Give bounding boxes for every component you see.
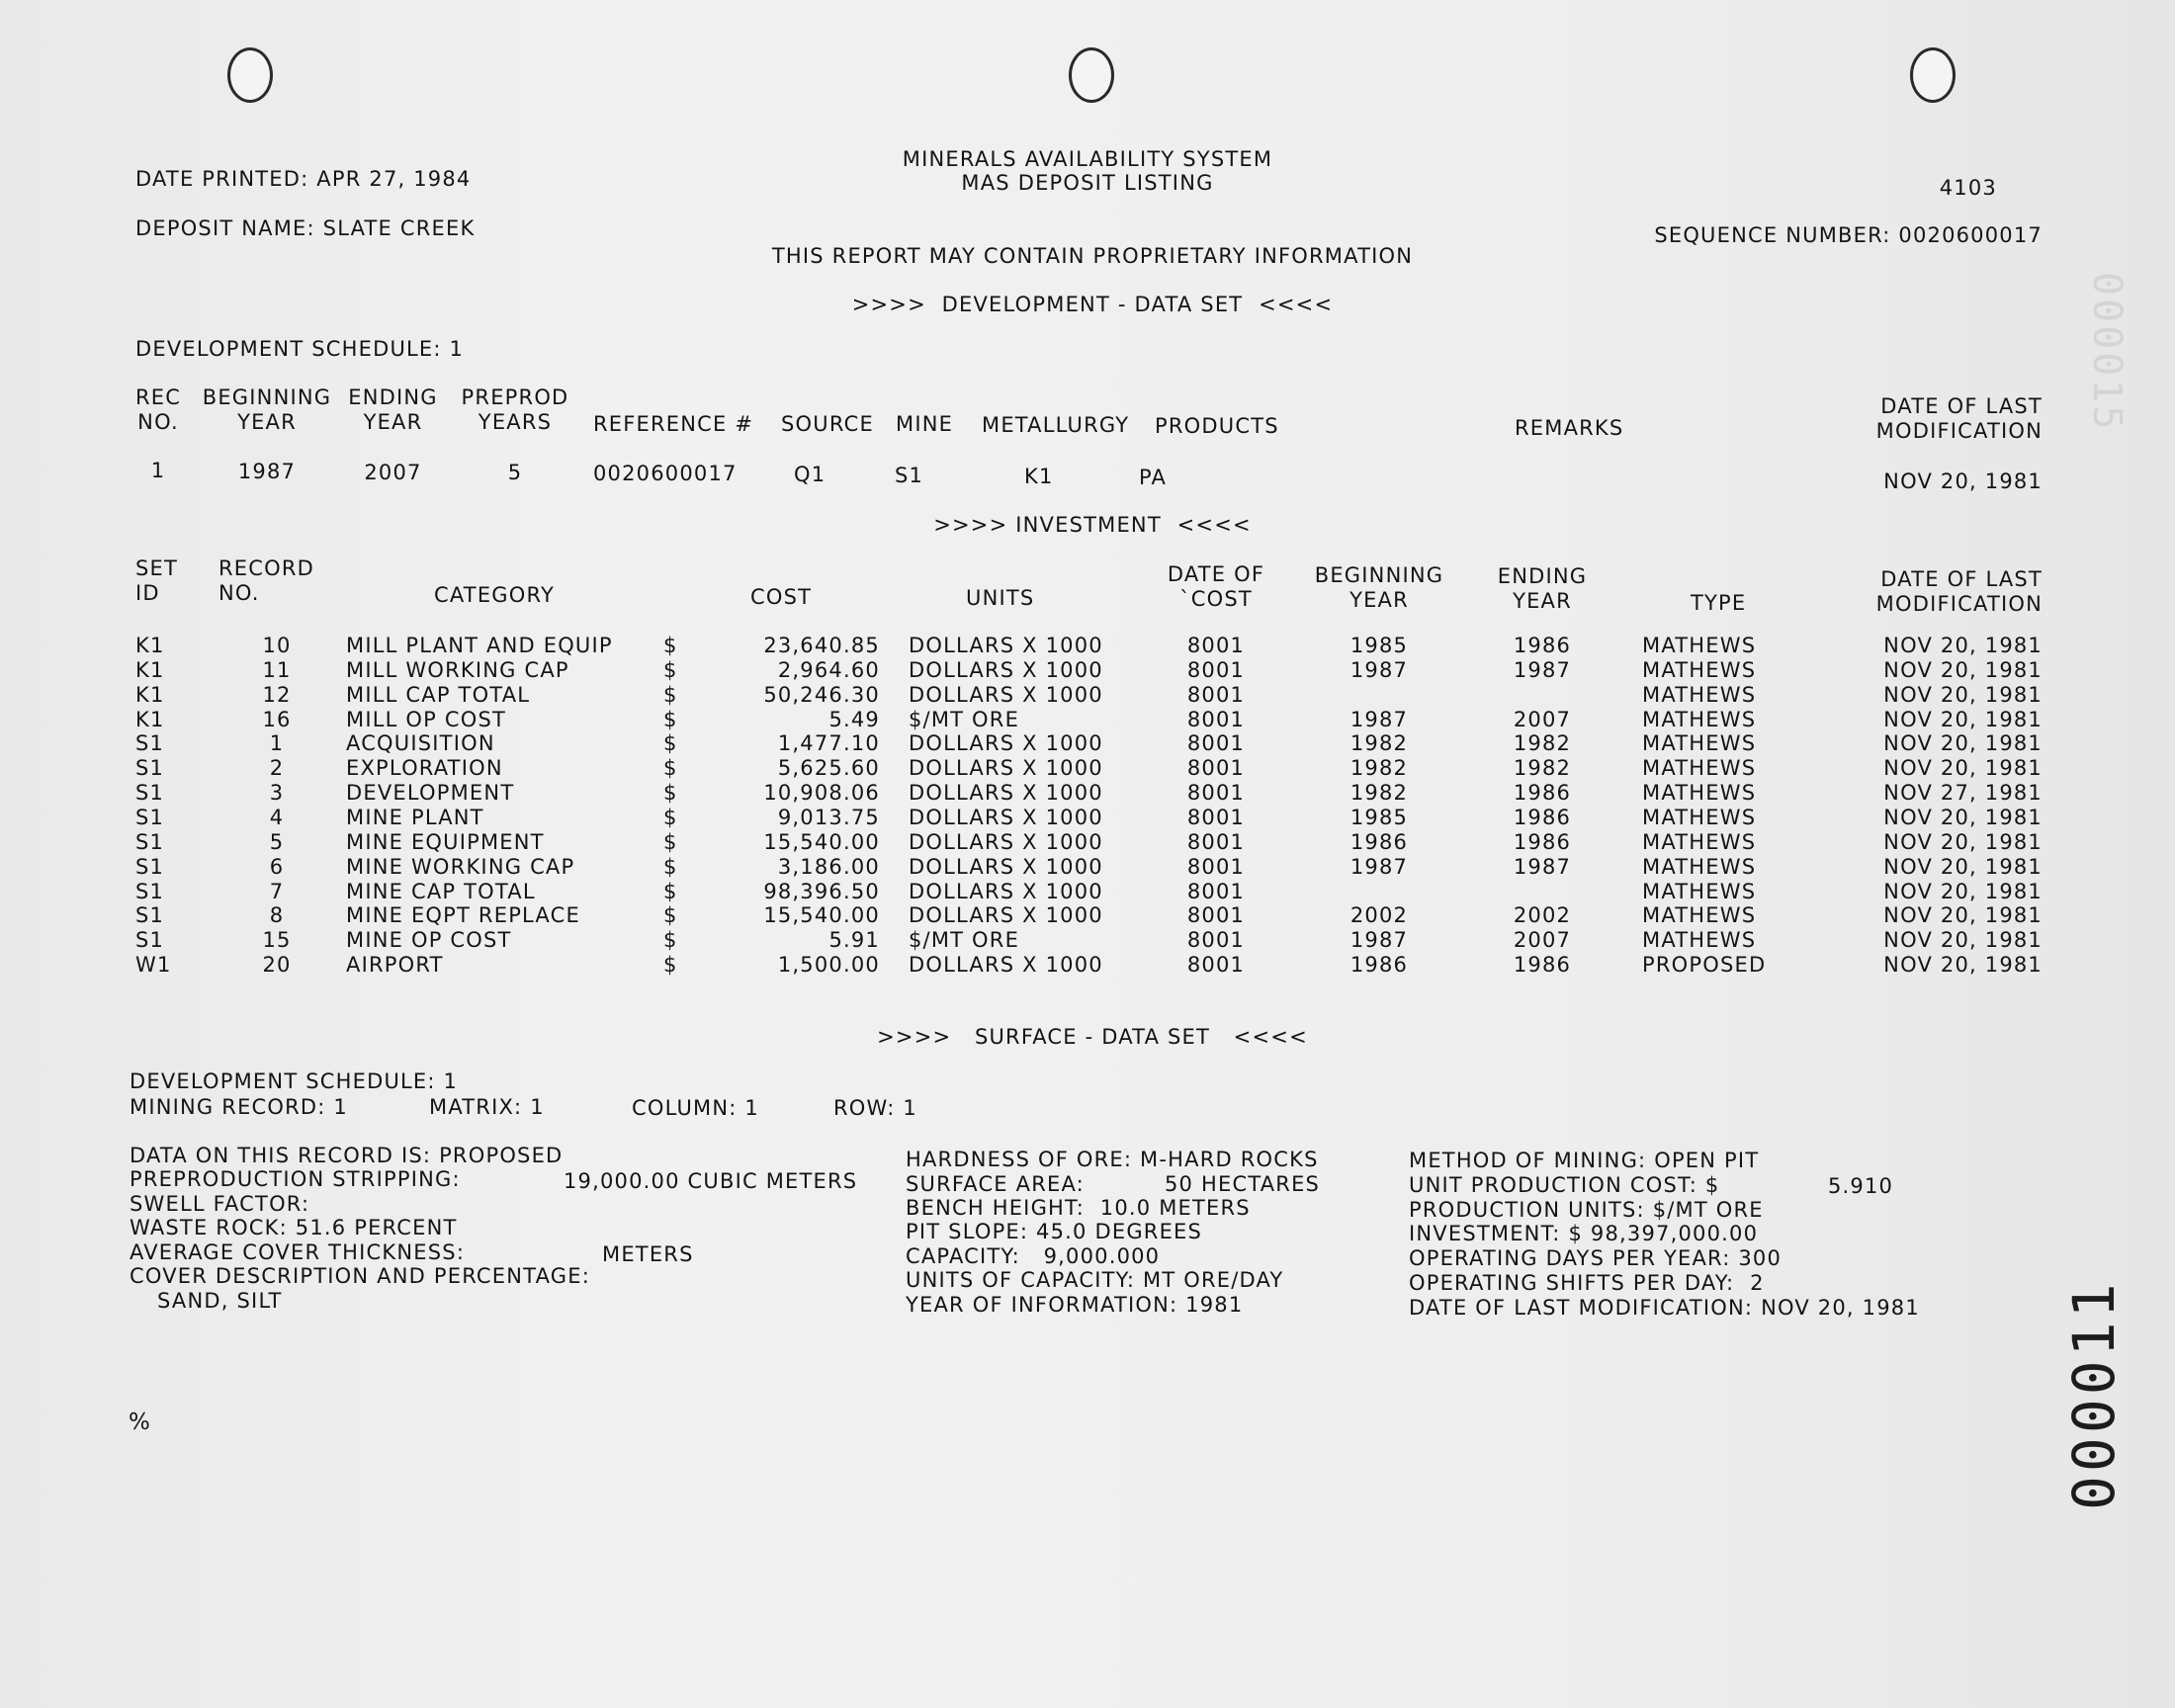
inv-beginning-year: 1987: [1349, 707, 1409, 731]
inv-cost: 2,964.60: [777, 657, 880, 682]
inv-last-modified: NOV 20, 1981: [1883, 928, 2043, 953]
inv-category: DEVELOPMENT: [346, 781, 515, 806]
inv-last-modified: NOV 20, 1981: [1883, 879, 2043, 903]
col-rec-2: NO.: [137, 410, 179, 434]
inv-category: ACQUISITION: [346, 731, 495, 756]
inv-category: MILL CAP TOTAL: [346, 682, 531, 707]
inv-beginning-year: 1982: [1349, 781, 1409, 806]
col-beginning-2: YEAR: [237, 410, 297, 434]
punch-hole-right: [1910, 47, 1956, 103]
investment-section-title: >>>> INVESTMENT <<<<: [933, 513, 1252, 537]
average-cover-label: AVERAGE COVER THICKNESS:: [130, 1240, 466, 1264]
inv-ending-year: 1982: [1513, 731, 1572, 756]
inv-beginning-year: 2002: [1349, 903, 1409, 928]
inv-type: MATHEWS: [1642, 829, 1757, 854]
inv-type: MATHEWS: [1642, 781, 1757, 806]
inv-record-no: 4: [269, 805, 285, 829]
inv-last-modified: NOV 20, 1981: [1883, 634, 2043, 657]
inv-category: MILL PLANT AND EQUIP: [346, 634, 613, 657]
dev-metallurgy: K1: [1024, 465, 1054, 488]
inv-cost: 1,477.10: [777, 731, 880, 756]
inv-dollar-sign: $: [663, 953, 678, 978]
inv-record-no: 16: [262, 707, 292, 731]
inv-beginning-year: 1985: [1349, 634, 1409, 657]
col-inv-beginning-2: YEAR: [1349, 588, 1409, 612]
punch-hole-left: [227, 47, 273, 103]
capacity: CAPACITY: 9,000.000: [906, 1244, 1161, 1268]
inv-last-modified: NOV 27, 1981: [1883, 781, 2043, 806]
inv-type: MATHEWS: [1642, 731, 1757, 756]
inv-beginning-year: 1987: [1349, 928, 1409, 953]
inv-record-no: 20: [262, 953, 292, 978]
col-inv-last-modified: DATE OF LAST: [1880, 567, 2043, 591]
inv-record-no: 5: [269, 829, 285, 854]
inv-record-no: 12: [262, 682, 292, 707]
punch-hole-center: [1069, 47, 1114, 103]
inv-ending-year: 2007: [1513, 707, 1572, 731]
operating-days: OPERATING DAYS PER YEAR: 300: [1409, 1246, 1783, 1270]
inv-record-no: 15: [262, 928, 292, 953]
inv-ending-year: 1987: [1513, 854, 1572, 879]
listing-title: MAS DEPOSIT LISTING: [961, 171, 1214, 195]
matrix: MATRIX: 1: [429, 1095, 545, 1119]
date-printed: DATE PRINTED: APR 27, 1984: [135, 167, 472, 191]
bates-stamp: 000011: [2060, 1279, 2128, 1510]
table-row: [0, 879, 2175, 905]
inv-set-id: S1: [135, 879, 165, 903]
inv-record-no: 8: [269, 903, 285, 928]
inv-dollar-sign: $: [663, 731, 678, 756]
inv-type: MATHEWS: [1642, 657, 1757, 682]
inv-dollar-sign: $: [663, 756, 678, 781]
inv-date-of-cost: 8001: [1186, 805, 1246, 829]
inv-ending-year: 1986: [1513, 805, 1572, 829]
inv-date-of-cost: 8001: [1186, 657, 1246, 682]
table-row: [0, 905, 2175, 929]
inv-date-of-cost: 8001: [1186, 829, 1246, 854]
inv-cost: 5,625.60: [777, 756, 880, 781]
table-row: [0, 707, 2175, 733]
preproduction-stripping-value: 19,000.00 CUBIC METERS: [564, 1169, 858, 1193]
page-number: 4103: [1939, 176, 1997, 200]
col-last-modified: DATE OF LAST: [1880, 394, 2043, 418]
inv-type: MATHEWS: [1642, 805, 1757, 829]
dev-mine: S1: [895, 464, 924, 487]
inv-units: DOLLARS X 1000: [909, 953, 1103, 978]
table-row: [0, 636, 2175, 659]
inv-ending-year: 2007: [1513, 928, 1572, 953]
inv-dollar-sign: $: [663, 657, 678, 682]
operating-shifts: OPERATING SHIFTS PER DAY: 2: [1409, 1271, 1765, 1295]
inv-set-id: K1: [135, 657, 165, 682]
table-row: [0, 854, 2175, 881]
inv-beginning-year: 1982: [1349, 756, 1409, 781]
pit-slope: PIT SLOPE: 45.0 DEGREES: [906, 1220, 1203, 1243]
inv-cost: 5.49: [828, 707, 880, 731]
inv-dollar-sign: $: [663, 928, 678, 953]
inv-record-no: 11: [262, 657, 292, 682]
col-inv-ending: ENDING: [1497, 564, 1588, 588]
inv-beginning-year: 1982: [1349, 731, 1409, 756]
inv-category: MINE EQPT REPLACE: [346, 903, 580, 928]
inv-cost: 10,908.06: [763, 781, 880, 806]
inv-beginning-year: 1986: [1349, 829, 1409, 854]
inv-set-id: K1: [135, 707, 165, 731]
col-record: RECORD: [218, 556, 315, 580]
deposit-name: DEPOSIT NAME: SLATE CREEK: [135, 216, 476, 240]
inv-date-of-cost: 8001: [1186, 731, 1246, 756]
inv-set-id: S1: [135, 781, 165, 806]
inv-date-of-cost: 8001: [1186, 879, 1246, 903]
inv-record-no: 10: [262, 634, 292, 657]
inv-set-id: S1: [135, 829, 165, 854]
inv-date-of-cost: 8001: [1186, 928, 1246, 953]
col-date-of-cost-2: `COST: [1179, 587, 1253, 611]
inv-category: MINE CAP TOTAL: [346, 879, 536, 903]
col-preprod: PREPROD: [461, 385, 569, 409]
faint-stamp: 000015: [2084, 272, 2130, 433]
inv-ending-year: 1986: [1513, 634, 1572, 657]
inv-last-modified: NOV 20, 1981: [1883, 756, 2043, 781]
system-title: MINERALS AVAILABILITY SYSTEM: [902, 147, 1273, 171]
dev-preprod: 5: [507, 461, 523, 484]
inv-last-modified: NOV 20, 1981: [1883, 707, 2043, 731]
percent-mark: %: [129, 1409, 152, 1435]
inv-units: DOLLARS X 1000: [909, 731, 1103, 756]
inv-units: $/MT ORE: [909, 707, 1020, 731]
inv-type: MATHEWS: [1642, 854, 1757, 879]
cover-description-value: SAND, SILT: [157, 1289, 283, 1313]
data-status: DATA ON THIS RECORD IS: PROPOSED: [130, 1144, 564, 1167]
inv-units: DOLLARS X 1000: [909, 879, 1103, 903]
inv-cost: 15,540.00: [763, 829, 880, 854]
inv-beginning-year: 1987: [1349, 854, 1409, 879]
hardness-of-ore: HARDNESS OF ORE: M-HARD ROCKS: [906, 1148, 1319, 1171]
inv-cost: 23,640.85: [763, 634, 880, 657]
inv-units: DOLLARS X 1000: [909, 634, 1103, 657]
inv-set-id: S1: [135, 731, 165, 756]
col-mine: MINE: [896, 412, 954, 436]
inv-units: DOLLARS X 1000: [909, 657, 1103, 682]
sequence-number: SEQUENCE NUMBER: 0020600017: [1654, 223, 2043, 247]
surface-section-title: >>>> SURFACE - DATA SET <<<<: [877, 1025, 1308, 1049]
inv-set-id: S1: [135, 928, 165, 953]
dev-rec: 1: [150, 459, 166, 482]
inv-cost: 1,500.00: [777, 953, 880, 978]
inv-date-of-cost: 8001: [1186, 854, 1246, 879]
inv-type: MATHEWS: [1642, 879, 1757, 903]
inv-units: DOLLARS X 1000: [909, 805, 1103, 829]
surface-area-label: SURFACE AREA:: [906, 1172, 1085, 1196]
col-products: PRODUCTS: [1155, 414, 1279, 438]
inv-ending-year: 1986: [1513, 781, 1572, 806]
inv-date-of-cost: 8001: [1186, 707, 1246, 731]
col-category: CATEGORY: [434, 583, 555, 607]
inv-last-modified: NOV 20, 1981: [1883, 903, 2043, 928]
inv-units: DOLLARS X 1000: [909, 781, 1103, 806]
method-of-mining: METHOD OF MINING: OPEN PIT: [1409, 1149, 1760, 1172]
preproduction-stripping-label: PREPRODUCTION STRIPPING:: [130, 1167, 461, 1191]
col-ending-2: YEAR: [363, 410, 423, 434]
inv-dollar-sign: $: [663, 634, 678, 657]
surface-area-value: 50 HECTARES: [1165, 1172, 1321, 1196]
surface-last-modified: DATE OF LAST MODIFICATION: NOV 20, 1981: [1409, 1296, 1920, 1320]
inv-type: MATHEWS: [1642, 634, 1757, 657]
unit-production-cost-label: UNIT PRODUCTION COST: $: [1409, 1173, 1720, 1197]
col-reference: REFERENCE #: [593, 412, 754, 436]
inv-type: MATHEWS: [1642, 756, 1757, 781]
inv-type: PROPOSED: [1642, 953, 1767, 978]
year-of-information: YEAR OF INFORMATION: 1981: [906, 1293, 1244, 1317]
inv-set-id: S1: [135, 903, 165, 928]
column: COLUMN: 1: [632, 1096, 759, 1120]
inv-dollar-sign: $: [663, 781, 678, 806]
inv-beginning-year: 1985: [1349, 805, 1409, 829]
col-source: SOURCE: [781, 412, 874, 436]
inv-ending-year: 1986: [1513, 829, 1572, 854]
table-row: [0, 930, 2175, 954]
inv-last-modified: NOV 20, 1981: [1883, 854, 2043, 879]
waste-rock: WASTE ROCK: 51.6 PERCENT: [130, 1216, 458, 1239]
table-row: [0, 758, 2175, 782]
dev-last-modified: NOV 20, 1981: [1883, 470, 2043, 493]
col-cost: COST: [750, 585, 813, 609]
dev-source: Q1: [794, 463, 826, 486]
col-remarks: REMARKS: [1515, 416, 1624, 440]
inv-cost: 5.91: [828, 928, 880, 953]
dev-ending: 2007: [364, 461, 422, 484]
production-units: PRODUCTION UNITS: $/MT ORE: [1409, 1198, 1764, 1222]
inv-date-of-cost: 8001: [1186, 756, 1246, 781]
inv-last-modified: NOV 20, 1981: [1883, 829, 2043, 854]
inv-ending-year: 1986: [1513, 953, 1572, 978]
inv-date-of-cost: 8001: [1186, 781, 1246, 806]
col-date-of-cost: DATE OF: [1167, 562, 1265, 586]
col-units: UNITS: [966, 586, 1035, 610]
col-ending: ENDING: [348, 385, 438, 409]
col-last-modified-2: MODIFICATION: [1875, 419, 2043, 443]
inv-type: MATHEWS: [1642, 682, 1757, 707]
col-record-2: NO.: [218, 581, 260, 605]
inv-record-no: 7: [269, 879, 285, 903]
inv-date-of-cost: 8001: [1186, 634, 1246, 657]
inv-last-modified: NOV 20, 1981: [1883, 805, 2043, 829]
inv-cost: 3,186.00: [777, 854, 880, 879]
inv-category: MINE PLANT: [346, 805, 484, 829]
col-metallurgy: METALLURGY: [982, 413, 1130, 437]
bench-height: BENCH HEIGHT: 10.0 METERS: [906, 1196, 1251, 1220]
cover-description-label: COVER DESCRIPTION AND PERCENTAGE:: [130, 1264, 590, 1288]
inv-dollar-sign: $: [663, 903, 678, 928]
inv-set-id: S1: [135, 854, 165, 879]
surface-schedule: DEVELOPMENT SCHEDULE: 1: [130, 1069, 459, 1093]
inv-dollar-sign: $: [663, 805, 678, 829]
inv-ending-year: 1987: [1513, 657, 1572, 682]
inv-record-no: 3: [269, 781, 285, 806]
inv-set-id: K1: [135, 634, 165, 657]
inv-beginning-year: 1987: [1349, 657, 1409, 682]
inv-cost: 15,540.00: [763, 903, 880, 928]
inv-category: MINE EQUIPMENT: [346, 829, 545, 854]
inv-category: MINE OP COST: [346, 928, 512, 953]
inv-units: DOLLARS X 1000: [909, 829, 1103, 854]
units-of-capacity: UNITS OF CAPACITY: MT ORE/DAY: [906, 1268, 1284, 1292]
dev-products: PA: [1139, 466, 1168, 489]
dev-beginning: 1987: [237, 460, 297, 483]
inv-ending-year: 2002: [1513, 903, 1572, 928]
inv-cost: 98,396.50: [763, 879, 880, 903]
inv-category: MINE WORKING CAP: [346, 854, 575, 879]
row: ROW: 1: [833, 1096, 917, 1120]
proprietary-notice: THIS REPORT MAY CONTAIN PROPRIETARY INFORMATION: [771, 244, 1414, 268]
inv-units: DOLLARS X 1000: [909, 903, 1103, 928]
inv-type: MATHEWS: [1642, 903, 1757, 928]
inv-dollar-sign: $: [663, 707, 678, 731]
dev-reference: 0020600017: [593, 462, 738, 485]
col-rec: REC: [134, 385, 182, 409]
investment-total: INVESTMENT: $ 98,397,000.00: [1409, 1222, 1759, 1245]
table-row: [0, 733, 2175, 757]
inv-beginning-year: 1986: [1349, 953, 1409, 978]
average-cover-value: METERS: [602, 1242, 694, 1266]
inv-date-of-cost: 8001: [1186, 682, 1246, 707]
inv-dollar-sign: $: [663, 879, 678, 903]
inv-last-modified: NOV 20, 1981: [1883, 682, 2043, 707]
inv-set-id: S1: [135, 805, 165, 829]
table-row: [0, 682, 2175, 709]
inv-set-id: W1: [135, 953, 172, 978]
mining-record: MINING RECORD: 1: [130, 1095, 348, 1119]
col-inv-ending-2: YEAR: [1513, 589, 1572, 613]
table-row: [0, 955, 2175, 979]
inv-record-no: 2: [269, 756, 285, 781]
inv-last-modified: NOV 20, 1981: [1883, 731, 2043, 756]
col-set-2: ID: [135, 581, 160, 605]
inv-record-no: 1: [269, 731, 285, 756]
inv-cost: 50,246.30: [763, 682, 880, 707]
development-section-title: >>>> DEVELOPMENT - DATA SET <<<<: [851, 293, 1334, 316]
inv-cost: 9,013.75: [777, 805, 880, 829]
inv-type: MATHEWS: [1642, 928, 1757, 953]
inv-dollar-sign: $: [663, 682, 678, 707]
inv-category: AIRPORT: [346, 953, 444, 978]
inv-type: MATHEWS: [1642, 707, 1757, 731]
col-inv-last-modified-2: MODIFICATION: [1875, 592, 2043, 616]
development-schedule: DEVELOPMENT SCHEDULE: 1: [135, 337, 465, 361]
inv-last-modified: NOV 20, 1981: [1883, 953, 2043, 978]
inv-category: MILL WORKING CAP: [346, 657, 569, 682]
table-row: [0, 829, 2175, 856]
inv-units: $/MT ORE: [909, 928, 1020, 953]
col-set: SET: [135, 556, 179, 580]
inv-dollar-sign: $: [663, 854, 678, 879]
table-row: [0, 805, 2175, 831]
inv-record-no: 6: [269, 854, 285, 879]
inv-date-of-cost: 8001: [1186, 903, 1246, 928]
unit-production-cost-value: 5.910: [1828, 1174, 1894, 1198]
table-row: [0, 657, 2175, 684]
table-row: [0, 783, 2175, 807]
inv-units: DOLLARS X 1000: [909, 756, 1103, 781]
inv-category: MILL OP COST: [346, 707, 507, 731]
col-preprod-2: YEARS: [478, 410, 553, 434]
col-inv-beginning: BEGINNING: [1314, 563, 1444, 587]
inv-units: DOLLARS X 1000: [909, 682, 1103, 707]
inv-ending-year: 1982: [1513, 756, 1572, 781]
inv-set-id: K1: [135, 682, 165, 707]
inv-date-of-cost: 8001: [1186, 953, 1246, 978]
col-type: TYPE: [1691, 591, 1747, 615]
inv-last-modified: NOV 20, 1981: [1883, 657, 2043, 682]
col-beginning: BEGINNING: [202, 385, 332, 409]
inv-set-id: S1: [135, 756, 165, 781]
inv-dollar-sign: $: [663, 829, 678, 854]
swell-factor: SWELL FACTOR:: [130, 1192, 310, 1216]
inv-units: DOLLARS X 1000: [909, 854, 1103, 879]
inv-category: EXPLORATION: [346, 756, 503, 781]
